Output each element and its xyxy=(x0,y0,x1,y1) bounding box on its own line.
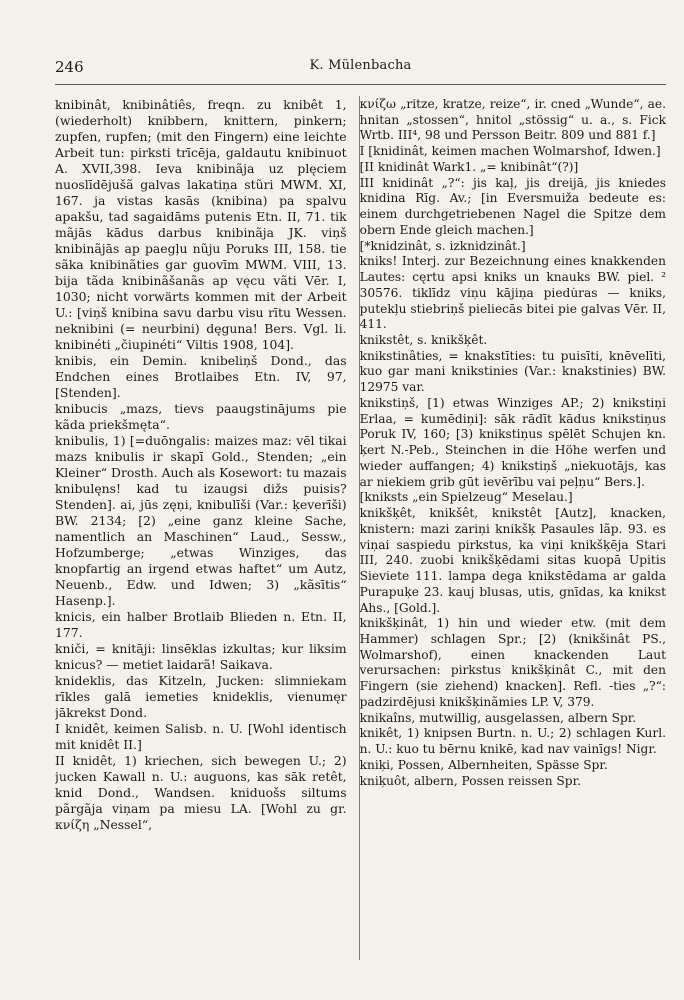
dictionary-entry: knikêt, 1) knipsen Burtn. n. U.; 2) schlagen Kurl. n. U.: kuo tu bērnu knikē, kad nav vainīgs! Nigr. xyxy=(359,726,666,757)
right-column xyxy=(360,97,666,962)
dictionary-entry: I [knidinât, keimen machen Wolmarshof, Idwen.] xyxy=(359,144,661,159)
dictionary-entry: [II knidinât Wark1. „= knibinât“(?)] xyxy=(359,159,579,174)
dictionary-entry: knibis, ein Demin. knibeliņš Dond., das Endchen eines Brotlaibes Etn. IV, 97, [Stenden]. xyxy=(55,353,347,400)
dictionary-entry: III knidinât „?“: jis kaļ, jis dreijā, jis kniedes knidina Rīg. Av.; [in Eversmuiža bedeute es: einem durchgetriebenen Nagel die Spitze dem obern Ende gleich machen.] xyxy=(359,175,666,237)
dictionary-entry: knikstiņš, [1) etwas Winziges AP.; 2) knikstiņi Erlaa, = kumēdiņi]: sāk rādīt kādus knikstiņus Poruk IV, 160; [3) knikstiņus spēlēt Schujen kn. ķert N.-Peb., Steinchen in die Höhe werfen und wieder auffangen; 4) knikstiņš „niekuotājs, kas ar niekiem grib gūt ievērību vai peļņu“ Bers.]. xyxy=(359,395,666,489)
dictionary-entry: kniķuôt, albern, Possen reissen Spr. xyxy=(359,773,581,788)
dictionary-entry: knikstinâties, = knakstīties: tu puisīti, knēvelīti, kuo gar mani knikstinies (Var.: knakstinies) BW. 12975 var. xyxy=(359,348,666,395)
page-header xyxy=(55,54,666,80)
dictionary-entry: knikšķêt, knikšêt, knikstêt [Autz], knacken, knistern: mazi zariņi knikšķ Pasaules lãp. 93. es viņai saspiedu pirkstus, ka viņi knikšķēja Stari III, 240. zuobi knikšķēdami sitas kuopā Upitis Sieviete 111. lampa dega knikstēdama ar galda Purapuķe 23. kauj blusas, utis, gnīdas, ka knikst Ahs., [Gold.]. xyxy=(359,506,666,615)
dictionary-entry: knibulis, 1) [=duōngalis: maizes maz: vēl tikai mazs knibulis ir skapī Gold., Stenden; „ein Kleiner“ Drosth. Auch als Kosewort: tu mazais knibulęns! kad tu izaugsi dižs puisis? Stenden]. ai, jūs zęņi, knibulīši (Var.: ķeverīši) BW. 2134; [2) „eine ganz kleine Sache, namentlich an Maschinen“ Laud., Sessw., Hofzumberge; „etwas Winziges, das knopfartig an irgend etwas haftet“ um Autz, Neuenb., Edw. und Idwen; 3) „kãsītis“ Hasenp.]. xyxy=(55,433,347,608)
running-head: K. Mülenbacha xyxy=(309,58,412,73)
dictionary-entry: knideklis, das Kitzeln, Jucken: slimniekam rīkles galā iemeties knideklis, vienumęr jākrekst Dond. xyxy=(55,673,347,720)
dictionary-entry: κνίζω „ritze, kratze, reize“, ir. cned „Wunde“, ae. hnitan „stossen“, hnitol „stössig“ u. a., s. Fick Wrtb. III⁴, 98 und Persson Beitr. 809 und 881 f.] xyxy=(359,97,666,143)
page-columns xyxy=(55,97,666,962)
dictionary-entry: I knidêt, keimen Salisb. n. U. [Wohl identisch mit knidêt II.] xyxy=(55,721,347,752)
dictionary-entry: knibucis „mazs, tievs paaugstinājums pie kãda priekšmęta“. xyxy=(55,401,347,432)
dictionary-entry: [kniksts „ein Spielzeug“ Meselau.] xyxy=(359,490,573,505)
dictionary-entry: kniči, = knitāji: linsēklas izkultas; kur liksim knicus? — metiet laidarã! Saikava. xyxy=(55,641,347,672)
header-rule xyxy=(55,84,666,85)
dictionary-entry: II knidêt, 1) kriechen, sich bewegen U.; 2) jucken Kawall n. U.: auguons, kas sāk retêt, knid Dond., Wandsen. kniduošs siltums pãrgãja viņam pa miesu LA. [Wohl zu gr. κνίζη „Nessel“, xyxy=(55,753,347,832)
dictionary-entry: kniķi, Possen, Albernheiten, Spässe Spr. xyxy=(359,757,608,772)
dictionary-entry: knicis, ein halber Brotlaib Blieden n. Etn. II, 177. xyxy=(55,609,347,640)
dictionary-entry: knibinât, knibinâtiês, freqn. zu knibêt 1, (wiederholt) knibbern, knittern, pinkern; zupfen, rupfen; (mit den Fingern) eine leichte Arbeit tun: pirksti trīcēja, galdautu knibinuot A. XVII,398. Ieva knibinãja uz plęciem nuoslīdējušã galvas lakatiņa stũri MWM. XI, 167. ja vistas kasās (knibina) pa spalvu apakšu, tad sagaidāms putenis Etn. II, 71. tik mãjās kādus darbus knibinãja JK. viņš knibinãjās ap paegļu nũju Poruks III, 158. tie sãka knibinãties gar guovīm MWM. VIII, 13. bija tãda knibinãšanãs ap vęcu vãti Vēr. I, 1030; nicht vorwärts kommen mit der Arbeit U.: [viņš knibina savu darbu visu rītu Wessen. neknibini (= neurbini) dęguna! Bers. Vgl. li. knibinéti „čiupinéti“ Viltis 1908, 104]. xyxy=(55,97,347,352)
dictionary-entry: kniks! Interj. zur Bezeichnung eines knakkenden Lautes: cęrtu apsi kniks un knauks BW. piel. ² 30576. tiklīdz viņu kājiņa piedu̇ras — kniks, putekļu stiebriņš pieliecās bitei pie galvas Vēr. II, 411. xyxy=(359,254,666,332)
page-number: 246 xyxy=(55,58,84,76)
dictionary-entry: knikšķinât, 1) hin und wieder etw. (mit dem Hammer) schlagen Spr.; [2) (knikšinât PS., Wolmarshof), einen knackenden Laut verursachen: pirkstus knikšķinât C., mit den Fingern (sie ziehend) knacken]. Refl. -ties „?“: padzirdējusi knikšķinãmies LP. V, 379. xyxy=(359,616,666,709)
dictionary-entry: [*knidzinât, s. izknidzinât.] xyxy=(359,238,526,253)
dictionary-entry: knikstêt, s. knikšķêt. xyxy=(359,333,488,348)
left-column xyxy=(55,97,351,962)
dictionary-entry: knikaîns, mutwillig, ausgelassen, albern Spr. xyxy=(359,710,637,725)
